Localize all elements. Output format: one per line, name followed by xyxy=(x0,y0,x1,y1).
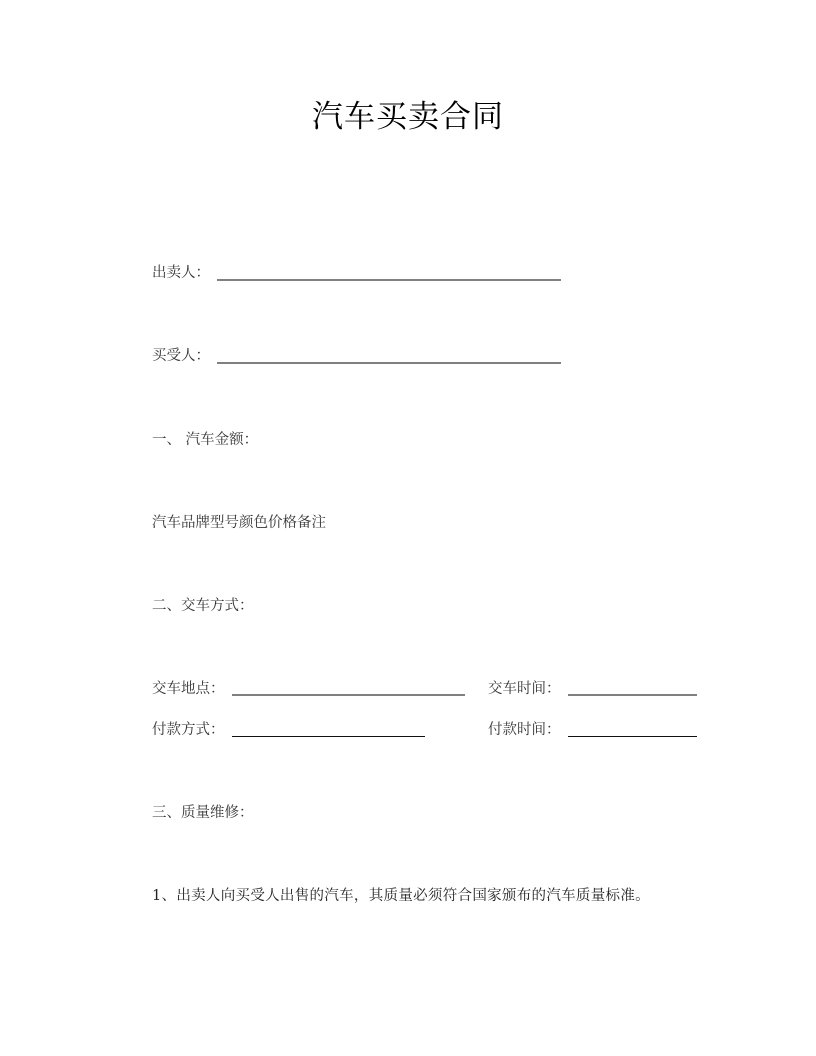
payment-time-label: 付款时间： xyxy=(488,722,561,738)
document-title: 汽车买卖合同 xyxy=(312,99,504,135)
payment-time-blank-line[interactable] xyxy=(568,736,697,737)
car-table-header: 汽车品牌型号颜色价格备注 xyxy=(152,515,326,531)
section2-heading: 二、交车方式： xyxy=(152,598,254,614)
seller-label: 出卖人： xyxy=(152,265,210,281)
section1-heading: 一、 汽车金额： xyxy=(152,432,259,448)
seller-blank-line[interactable] xyxy=(217,279,561,281)
buyer-blank-line[interactable] xyxy=(217,362,561,364)
delivery-place-label: 交车地点： xyxy=(152,681,225,697)
buyer-label: 买受人： xyxy=(152,348,210,364)
section3-heading: 三、质量维修： xyxy=(152,805,254,821)
delivery-place-blank-line[interactable] xyxy=(232,694,465,696)
delivery-time-blank-line[interactable] xyxy=(568,694,697,696)
payment-method-blank-line[interactable] xyxy=(232,736,425,737)
payment-method-label: 付款方式： xyxy=(152,722,225,738)
quality-clause-1: 1、出卖人向买受人出售的汽车，其质量必须符合国家颁布的汽车质量标准。 xyxy=(152,888,650,904)
delivery-time-label: 交车时间： xyxy=(488,681,561,697)
